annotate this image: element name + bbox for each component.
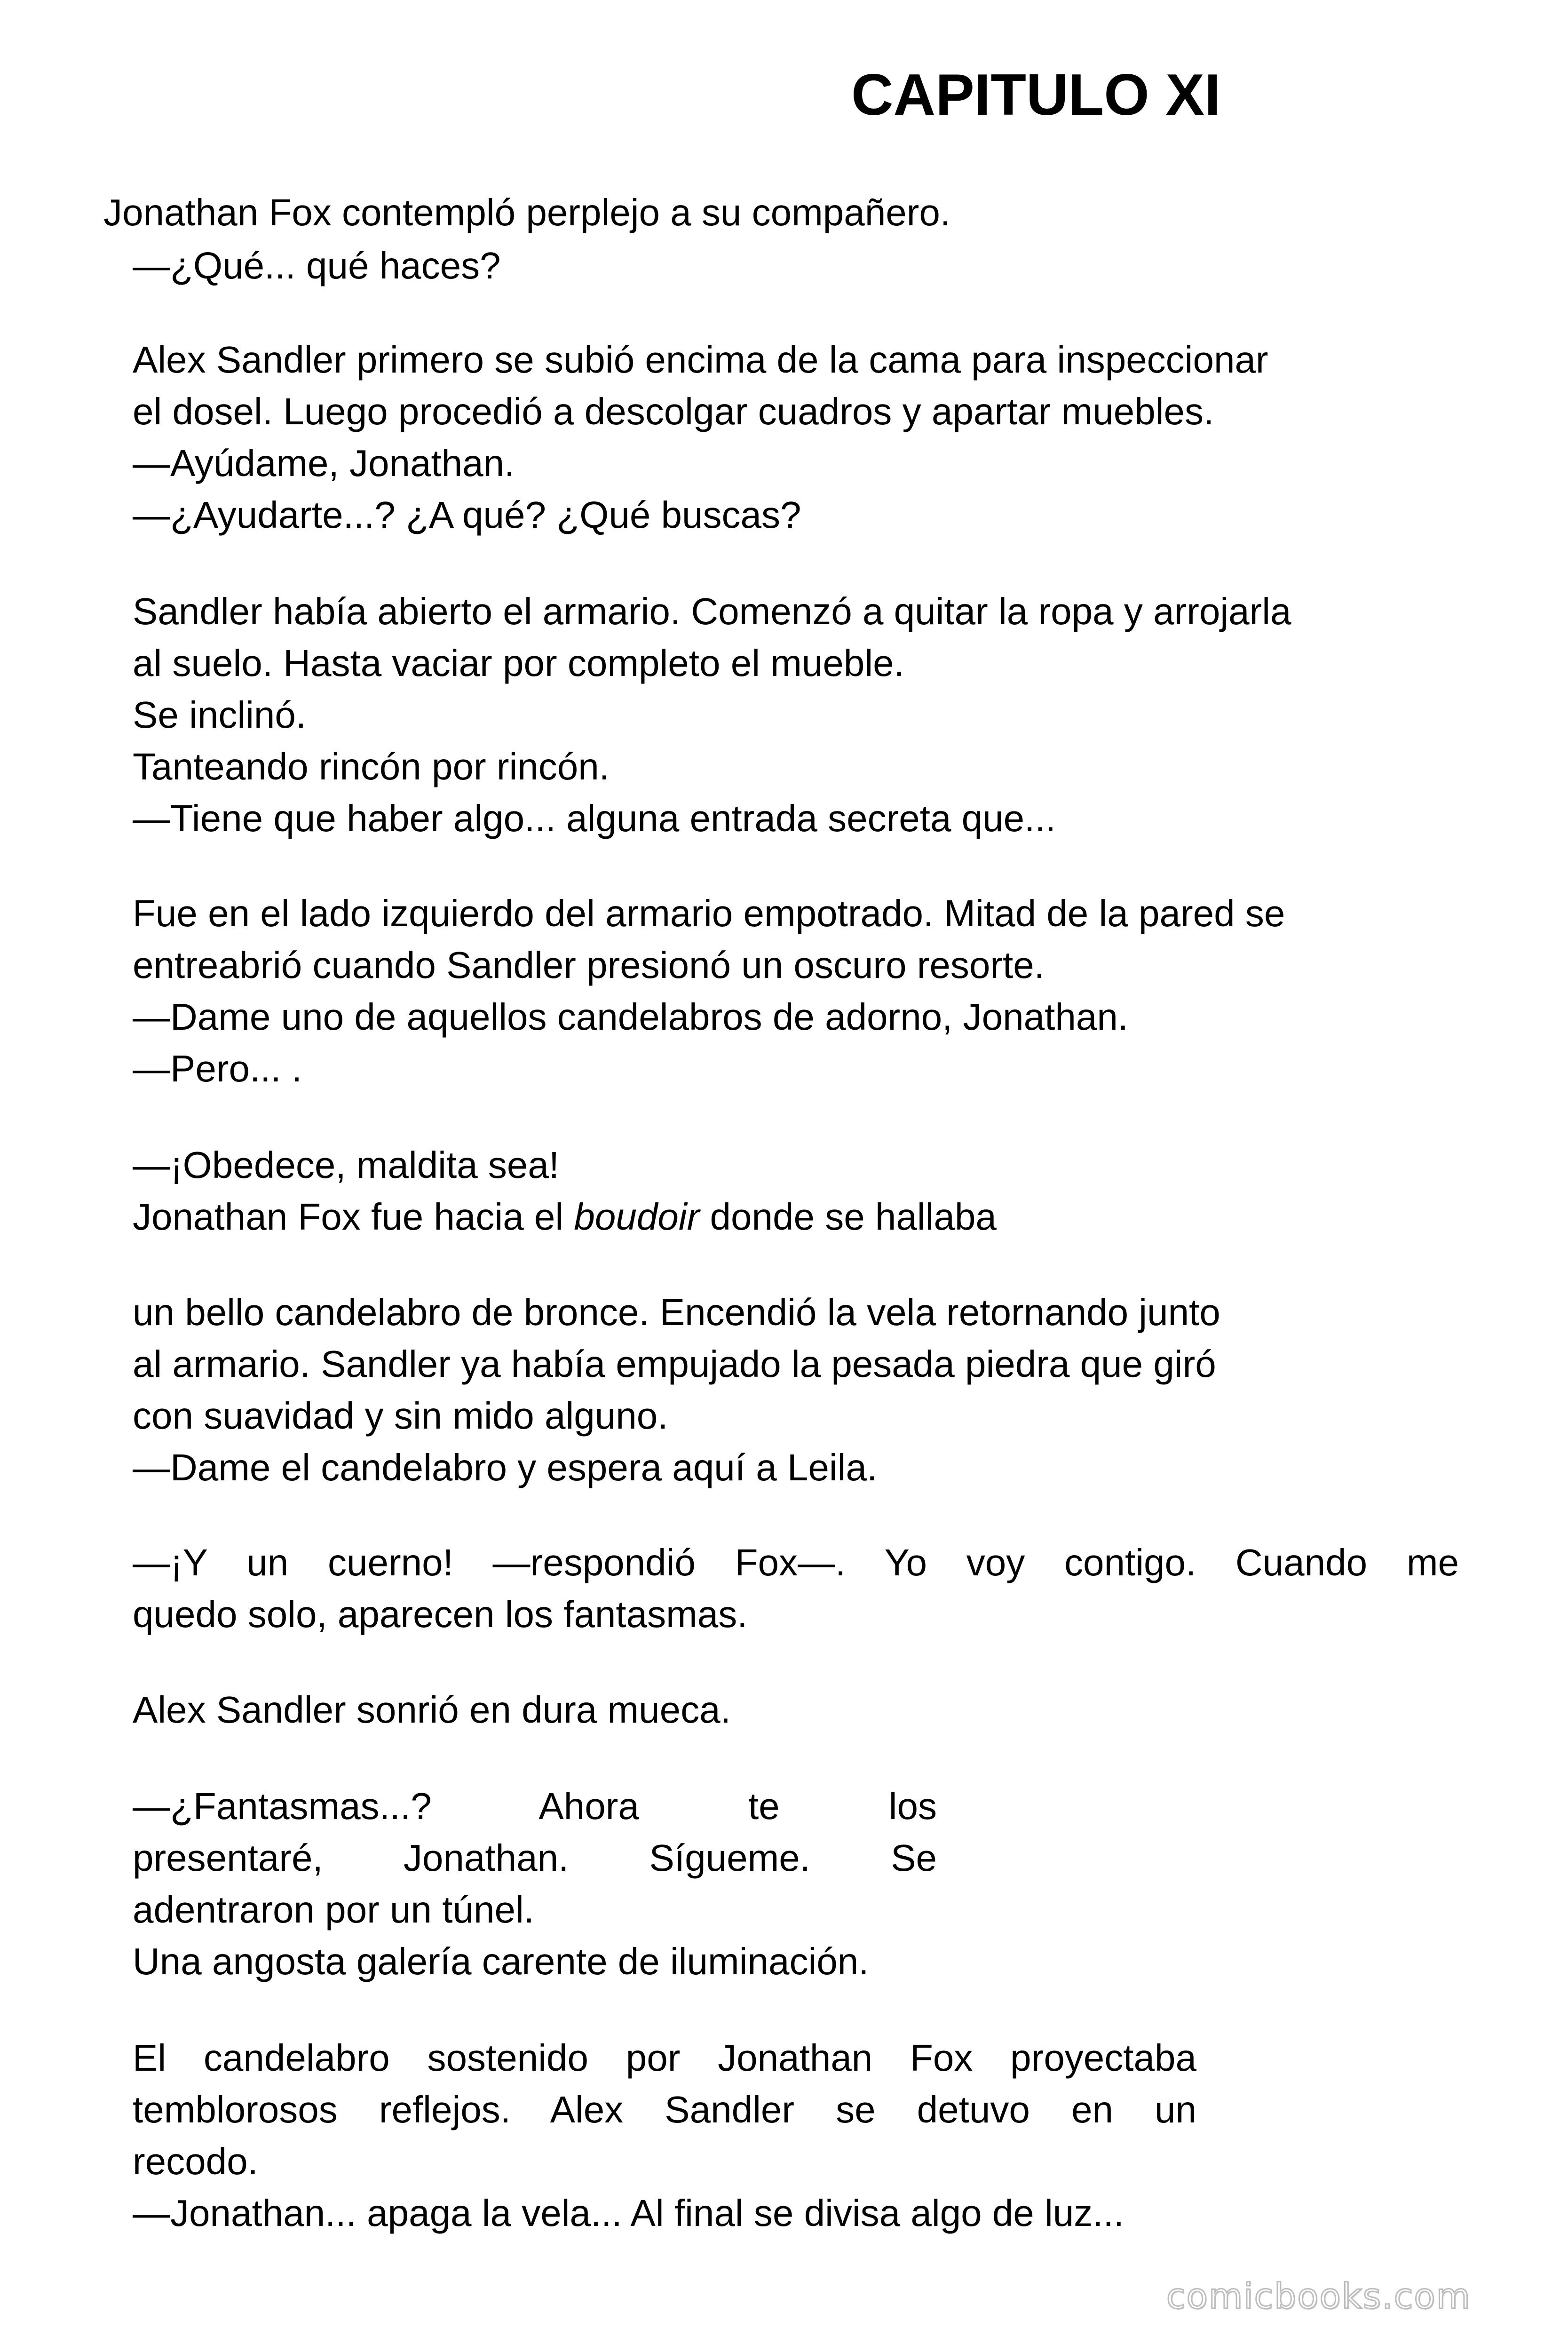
text-segment: donde se hallaba <box>699 1196 997 1238</box>
text-line: —Pero... . <box>133 1048 302 1089</box>
text-line: al armario. Sandler ya había empujado la pesada piedra que giró <box>133 1343 1216 1385</box>
text-line: Jonathan Fox contempló perplejo a su compañero. <box>103 191 951 233</box>
text-line: —Dame uno de aquellos candelabros de adorno, Jonathan. <box>133 996 1129 1038</box>
text-line: temblorosos reflejos. Alex Sandler se detuvo en un <box>133 2089 1196 2130</box>
text-line: entreabrió cuando Sandler presionó un oscuro resorte. <box>133 944 1045 986</box>
chapter-title: CAPITULO XI <box>851 63 1221 127</box>
text-line: —Tiene que haber algo... alguna entrada secreta que... <box>133 797 1056 839</box>
text-line: —Ayúdame, Jonathan. <box>133 442 515 484</box>
text-line: Tanteando rincón por rincón. <box>133 746 610 787</box>
text-line: —¡Obedece, maldita sea! <box>133 1144 560 1186</box>
text-line: Sandler había abierto el armario. Comenzó a quitar la ropa y arrojarla <box>133 590 1291 632</box>
text-line: el dosel. Luego procedió a descolgar cuadros y apartar muebles. <box>133 390 1214 432</box>
text-line: al suelo. Hasta vaciar por completo el mueble. <box>133 642 904 684</box>
text-line: El candelabro sostenido por Jonathan Fox proyectaba <box>133 2037 1196 2079</box>
text-line: quedo solo, aparecen los fantasmas. <box>133 1593 748 1635</box>
text-segment: Jonathan Fox fue hacia el <box>133 1196 574 1238</box>
italic-word: boudoir <box>574 1196 700 1238</box>
text-line: —Dame el candelabro y espera aquí a Leila. <box>133 1446 878 1488</box>
text-line: —¡Y un cuerno! —respondió Fox—. Yo voy contigo. Cuando me <box>133 1542 1459 1583</box>
text-line: —Jonathan... apaga la vela... Al final se divisa algo de luz... <box>133 2192 1124 2234</box>
watermark: comicbooks.com <box>1166 2276 1471 2317</box>
text-line: —¿Fantasmas...? Ahora te los <box>133 1785 937 1827</box>
text-line: Se inclinó. <box>133 694 307 736</box>
text-line: con suavidad y sin mido alguno. <box>133 1395 668 1437</box>
text-line-boudoir <box>133 1198 997 1236</box>
text-line: un bello candelabro de bronce. Encendió la vela retornando junto <box>133 1291 1220 1333</box>
text-line: recodo. <box>133 2140 258 2182</box>
text-line: Alex Sandler primero se subió encima de la cama para inspeccionar <box>133 339 1268 381</box>
text-line: —¿Qué... qué haces? <box>133 245 501 286</box>
text-line: —¿Ayudarte...? ¿A qué? ¿Qué buscas? <box>133 494 801 536</box>
text-line: adentraron por un túnel. <box>133 1889 534 1931</box>
text-line: Alex Sandler sonrió en dura mueca. <box>133 1689 731 1731</box>
text-line: Una angosta galería carente de iluminación. <box>133 1940 869 1982</box>
text-line: Fue en el lado izquierdo del armario empotrado. Mitad de la pared se <box>133 892 1285 934</box>
text-line: presentaré, Jonathan. Sígueme. Se <box>133 1837 937 1879</box>
